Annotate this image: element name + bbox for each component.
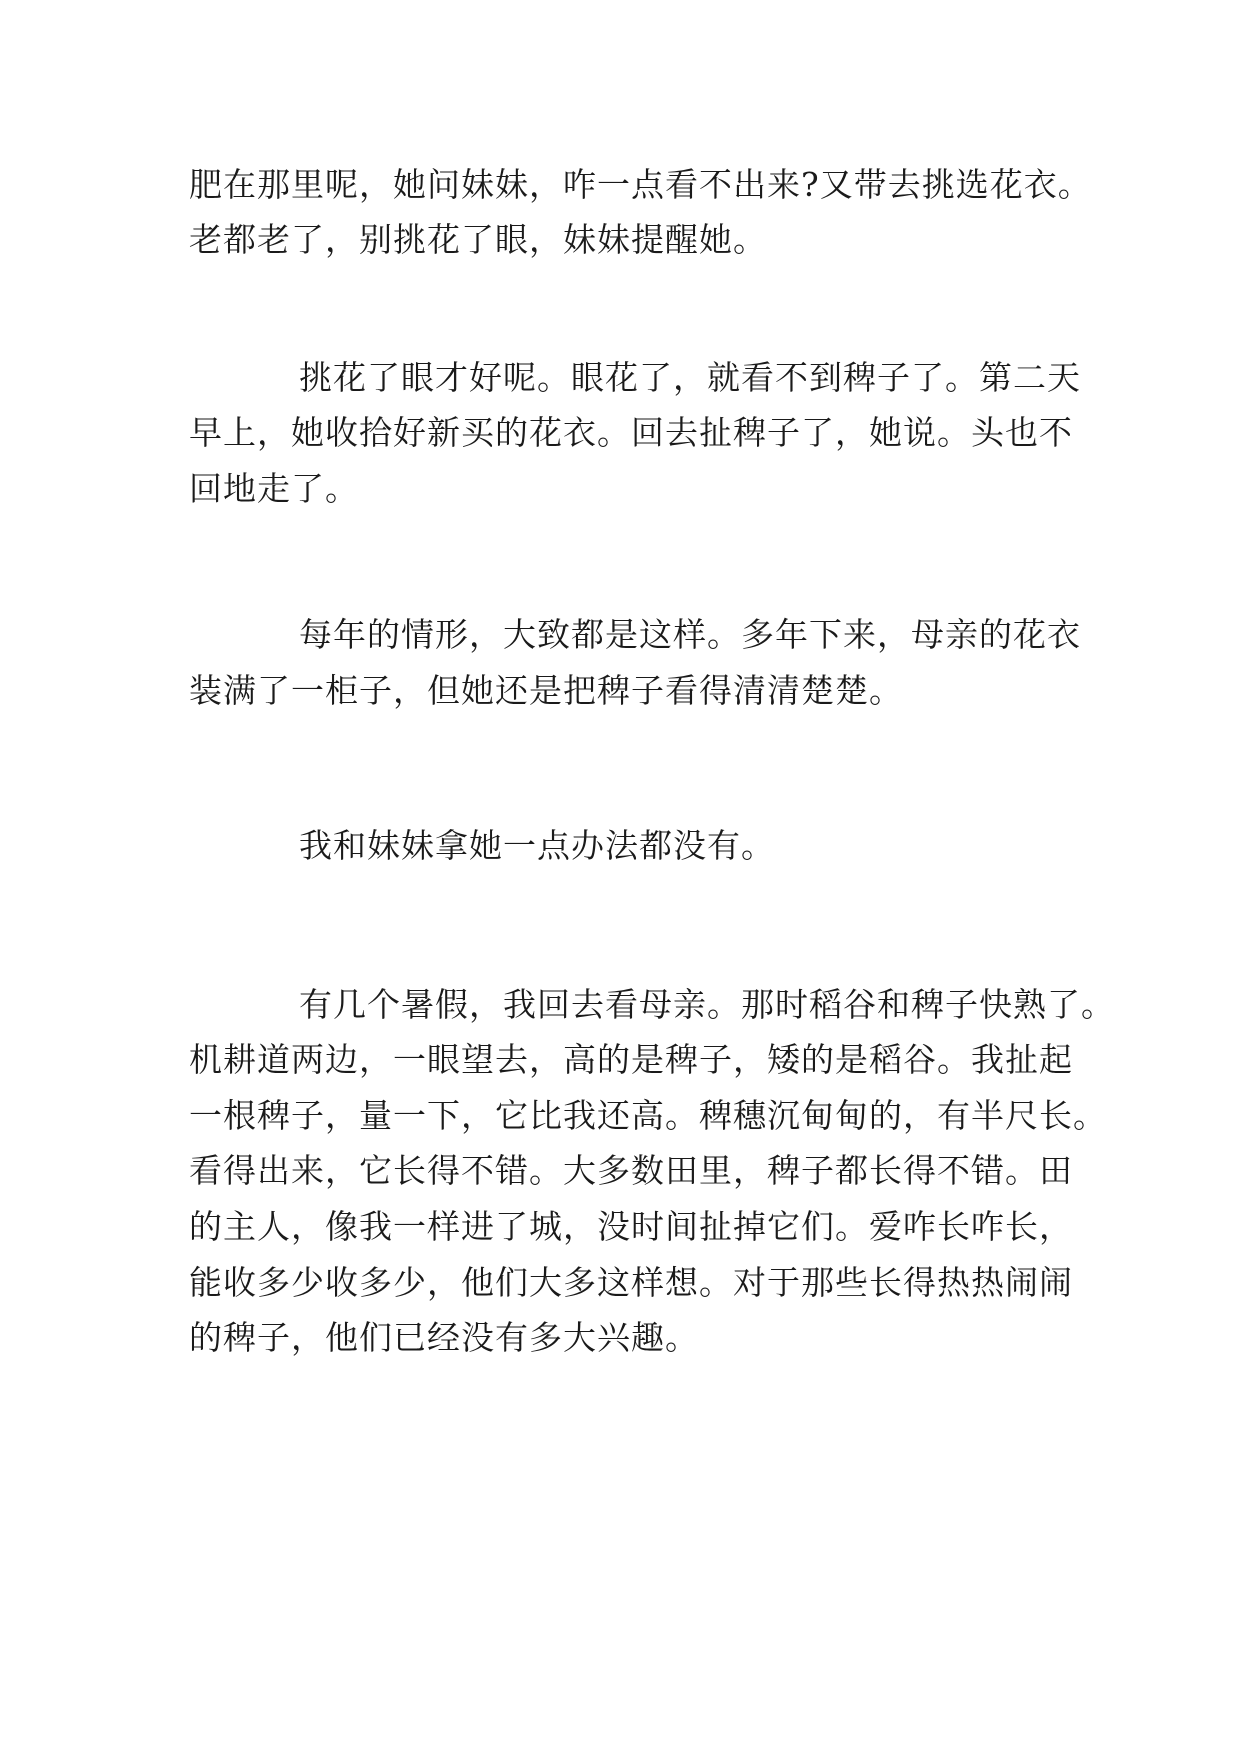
text-line: 能收多少收多少，他们大多这样想。对于那些长得热热闹闹 [189, 1263, 1073, 1302]
text-line: 我和妹妹拿她一点办法都没有。 [299, 826, 775, 865]
text-line: 回地走了。 [189, 469, 359, 508]
text-line: 每年的情形，大致都是这样。多年下来，母亲的花衣 [299, 615, 1081, 654]
text-line: 机耕道两边，一眼望去，高的是稗子，矮的是稻谷。我扯起 [189, 1040, 1073, 1079]
text-line: 肥在那里呢，她问妹妹，咋一点看不出来?又带去挑选花衣。 [189, 165, 1092, 204]
text-line: 的主人，像我一样进了城，没时间扯掉它们。爱咋长咋长， [189, 1207, 1073, 1246]
text-line: 挑花了眼才好呢。眼花了，就看不到稗子了。第二天 [299, 358, 1081, 397]
text-line: 有几个暑假，我回去看母亲。那时稻谷和稗子快熟了。 [299, 985, 1115, 1024]
text-line: 早上，她收拾好新买的花衣。回去扯稗子了，她说。头也不 [189, 413, 1073, 452]
text-line: 的稗子，他们已经没有多大兴趣。 [189, 1318, 699, 1357]
text-line: 一根稗子，量一下，它比我还高。稗穗沉甸甸的，有半尺长。 [189, 1096, 1107, 1135]
text-line: 装满了一柜子，但她还是把稗子看得清清楚楚。 [189, 671, 903, 710]
text-line: 老都老了，别挑花了眼，妹妹提醒她。 [189, 220, 767, 259]
text-line: 看得出来，它长得不错。大多数田里，稗子都长得不错。田 [189, 1151, 1073, 1190]
